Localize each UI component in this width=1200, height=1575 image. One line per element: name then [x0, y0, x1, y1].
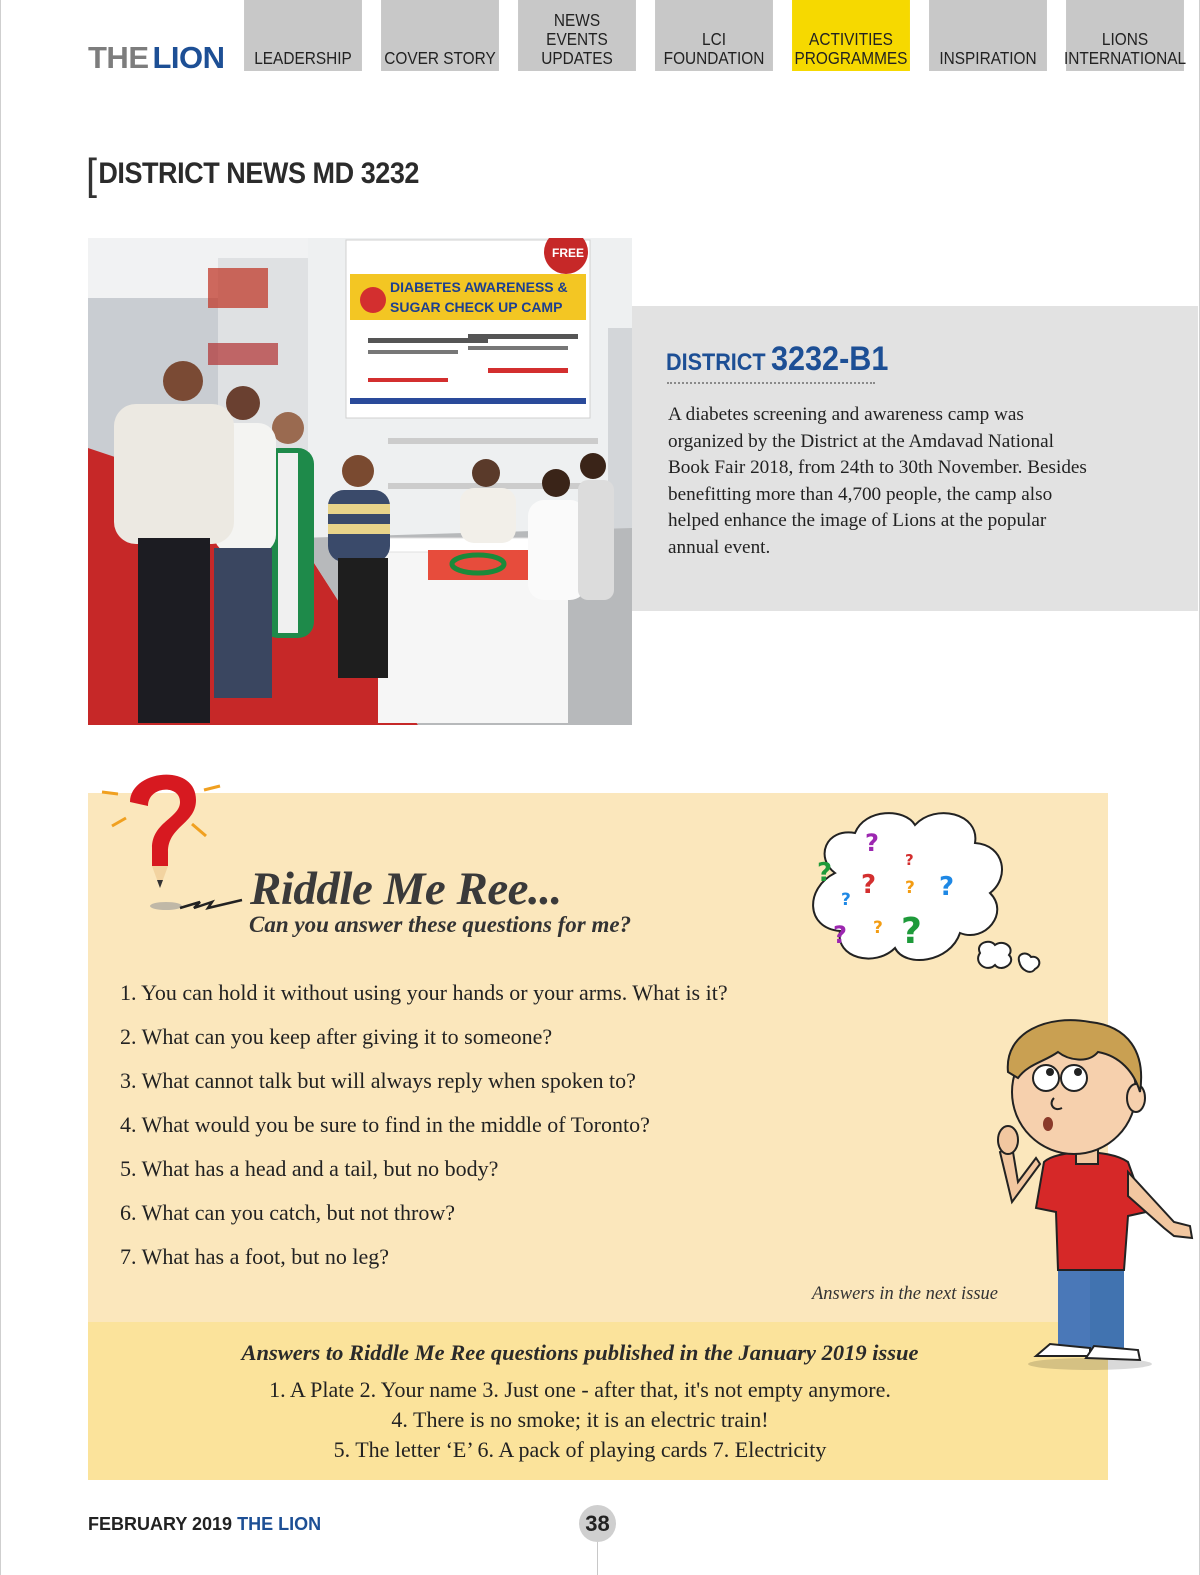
heading-underline: [667, 382, 875, 384]
brand-logo[interactable]: [88, 40, 225, 76]
bracket-glyph: [: [86, 150, 97, 199]
banner-line-2: SUGAR CHECK UP CAMP: [390, 299, 563, 315]
district-heading: [666, 340, 888, 379]
page-number: 38: [579, 1505, 616, 1542]
tab-label: LEADERSHIP: [254, 48, 352, 68]
tab-leadership[interactable]: [244, 0, 362, 71]
riddle-question: 5. What has a head and a tail, but no body?: [120, 1156, 499, 1181]
previous-answers-line: 1. A Plate 2. Your name 3. Just one - after that, it's not empty anymore.: [269, 1377, 891, 1402]
campaign-banner: [346, 238, 590, 418]
svg-text:?: ?: [833, 921, 847, 949]
svg-text:?: ?: [841, 890, 851, 910]
footer-date: FEBRUARY 2019: [88, 1514, 233, 1534]
svg-text:?: ?: [901, 911, 922, 952]
previous-answers-line: 5. The letter ‘E’ 6. A pack of playing cards 7. Electricity: [333, 1437, 827, 1462]
banner-line-1: DIABETES AWARENESS &: [390, 279, 568, 295]
tab-news-events-updates[interactable]: [518, 0, 636, 71]
tab-label: INSPIRATION: [939, 48, 1037, 68]
tab-label: INTERNATIONAL: [1063, 48, 1187, 68]
tab-cover-story[interactable]: [381, 0, 499, 71]
tab-label: LCI: [702, 29, 726, 49]
tab-label: EVENTS: [546, 29, 608, 49]
riddle-question: 2. What can you keep after giving it to someone?: [120, 1024, 553, 1049]
thought-cloud-icon: [795, 803, 1055, 988]
district-panel: [632, 306, 1198, 611]
tab-label: LIONS: [1101, 29, 1149, 49]
tab-label: NEWS: [553, 10, 601, 30]
tab-label: PROGRAMMES: [794, 48, 908, 68]
tab-activities-programmes[interactable]: [792, 0, 910, 71]
tab-lions-international[interactable]: [1063, 0, 1187, 71]
svg-text:?: ?: [905, 878, 915, 898]
riddle-question: 7. What has a foot, but no leg?: [120, 1244, 390, 1269]
thinking-boy-illustration: [978, 1012, 1196, 1372]
district-label: DISTRICT: [666, 349, 766, 376]
svg-text:?: ?: [817, 858, 833, 888]
svg-text:?: ?: [865, 829, 879, 857]
tab-inspiration[interactable]: [929, 0, 1047, 71]
section-title-text: DISTRICT NEWS MD 3232: [98, 157, 419, 190]
section-title: [86, 150, 419, 200]
riddle-subtitle: Can you answer these questions for me?: [249, 912, 632, 937]
riddle-title: Riddle Me Ree...: [250, 863, 562, 915]
question-mark-pencil-icon: [96, 756, 256, 916]
svg-text:?: ?: [861, 870, 877, 900]
answers-next-issue-note: Answers in the next issue: [812, 1284, 999, 1304]
riddle-question: 3. What cannot talk but will always reply when spoken to?: [120, 1068, 636, 1093]
svg-text:?: ?: [939, 872, 955, 902]
event-photo: [88, 238, 632, 725]
tab-label: ACTIVITIES: [809, 29, 893, 49]
riddle-questions: [120, 978, 728, 1286]
district-article-text: A diabetes screening and awareness camp was organized by the District at the Amdavad National Book Fair 2018, from 24th to 30th November. Besides benefitting more than 4,700 people, the camp also helped enhance the image of Lions at the popular annual event.: [668, 404, 1087, 558]
footer-issue: [88, 1514, 321, 1535]
event-photo-illustration: [88, 238, 632, 725]
riddle-question: 4. What would you be sure to find in the middle of Toronto?: [120, 1112, 650, 1137]
tab-label: COVER STORY: [384, 48, 496, 68]
riddle-question: 1. You can hold it without using your hands or your arms. What is it?: [120, 980, 728, 1005]
banner-badge: FREE: [552, 246, 585, 260]
brand-the: THE: [88, 40, 149, 75]
svg-text:?: ?: [873, 918, 883, 938]
previous-answers-line: 4. There is no smoke; it is an electric train!: [391, 1407, 769, 1432]
riddle-question: 6. What can you catch, but not throw?: [120, 1200, 455, 1225]
svg-text:?: ?: [905, 851, 914, 869]
tab-label: UPDATES: [541, 48, 613, 68]
page-number-line: [597, 1542, 598, 1575]
footer-brand: THE LION: [237, 1514, 322, 1534]
brand-lion: LION: [152, 40, 225, 75]
district-number: 3232-B1: [771, 340, 889, 378]
tab-lci-foundation[interactable]: [655, 0, 773, 71]
previous-answers-title: Answers to Riddle Me Ree questions published in the January 2019 issue: [241, 1340, 919, 1365]
tab-label: FOUNDATION: [663, 48, 765, 68]
